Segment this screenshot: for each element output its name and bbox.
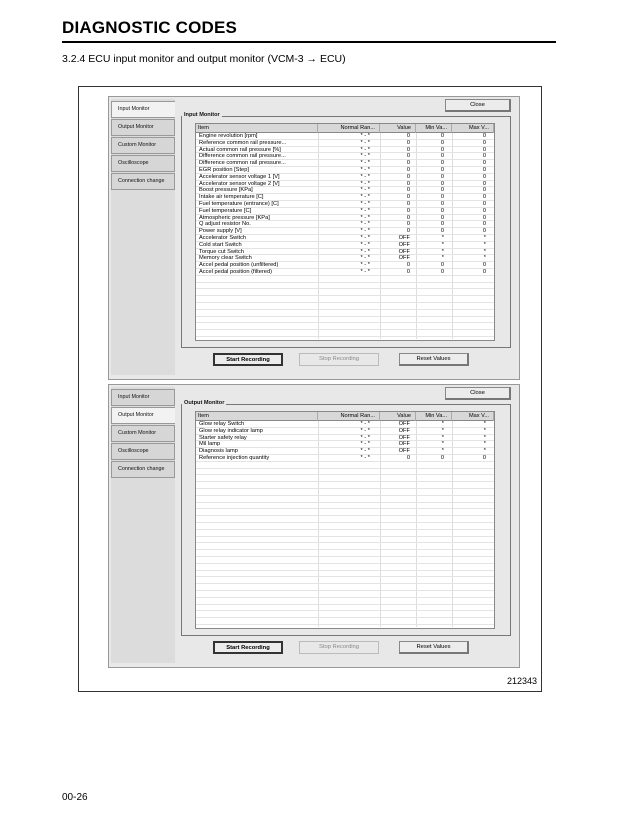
table-row[interactable] bbox=[196, 428, 494, 435]
sidebar-tab-input-monitor[interactable]: Input Monitor bbox=[111, 101, 175, 118]
max-value-cell: 0 bbox=[482, 455, 486, 461]
table-row[interactable] bbox=[196, 469, 494, 476]
table-row[interactable] bbox=[196, 537, 494, 544]
table-header-row bbox=[196, 124, 494, 133]
reset-values-button[interactable]: Reset Values bbox=[399, 641, 469, 654]
normal-range-cell: * - * bbox=[360, 441, 370, 448]
normal-range-cell: * - * bbox=[360, 269, 370, 275]
table-row[interactable] bbox=[196, 503, 494, 510]
value-cell: 0 bbox=[406, 194, 410, 201]
max-value-cell: 0 bbox=[482, 269, 486, 275]
value-cell: OFF bbox=[398, 427, 410, 434]
max-value-cell: 0 bbox=[482, 153, 486, 160]
min-value-cell: 0 bbox=[440, 180, 444, 187]
normal-range-cell: * - * bbox=[360, 228, 370, 235]
input-monitor-window bbox=[108, 96, 520, 380]
item-cell: Fuel temperature [C] bbox=[199, 207, 252, 214]
min-value-cell: 0 bbox=[440, 139, 444, 146]
output-monitor-window bbox=[108, 384, 520, 668]
value-cell: OFF bbox=[398, 248, 410, 255]
normal-range-cell: * - * bbox=[360, 207, 370, 214]
column-header-4[interactable]: Max V... bbox=[452, 124, 494, 133]
table-row[interactable] bbox=[196, 255, 494, 262]
min-value-cell: * bbox=[441, 235, 444, 241]
sidebar-tab-custom-monitor[interactable]: Custom Monitor bbox=[111, 137, 175, 154]
header-rule bbox=[62, 41, 556, 43]
normal-range-cell: * - * bbox=[360, 434, 370, 441]
value-cell: 0 bbox=[406, 269, 410, 275]
table-row[interactable] bbox=[196, 577, 494, 584]
sidebar-tab-input-monitor[interactable]: Input Monitor bbox=[111, 389, 175, 406]
table-row[interactable] bbox=[196, 516, 494, 523]
table-row[interactable] bbox=[196, 475, 494, 482]
normal-range-cell: * - * bbox=[360, 262, 370, 269]
sidebar-tab-oscilloscope[interactable]: Oscilloscope bbox=[111, 155, 175, 172]
max-value-cell: 0 bbox=[482, 167, 486, 173]
sidebar-tab-output-monitor[interactable]: Output Monitor bbox=[111, 119, 175, 136]
column-header-3[interactable]: Min Va... bbox=[416, 124, 452, 133]
sidebar-tab-output-monitor[interactable]: Output Monitor bbox=[111, 407, 175, 424]
column-header-1[interactable]: Normal Ran... bbox=[318, 412, 380, 421]
max-value-cell: * bbox=[483, 421, 486, 427]
min-value-cell: 0 bbox=[440, 228, 444, 235]
max-value-cell: 0 bbox=[482, 262, 486, 269]
value-cell: 0 bbox=[406, 455, 410, 461]
max-value-cell: 0 bbox=[482, 139, 486, 146]
sidebar-tab-oscilloscope[interactable]: Oscilloscope bbox=[111, 443, 175, 460]
min-value-cell: * bbox=[441, 448, 444, 455]
table-header-row bbox=[196, 412, 494, 421]
table-row[interactable] bbox=[196, 496, 494, 503]
table-row[interactable] bbox=[196, 435, 494, 442]
monitor-table[interactable] bbox=[195, 123, 495, 341]
table-row[interactable] bbox=[196, 489, 494, 496]
value-cell: OFF bbox=[398, 434, 410, 441]
normal-range-cell: * - * bbox=[360, 255, 370, 262]
value-cell: 0 bbox=[406, 228, 410, 235]
max-value-cell: * bbox=[483, 441, 486, 448]
table-row[interactable] bbox=[196, 160, 494, 167]
table-row[interactable] bbox=[196, 221, 494, 228]
normal-range-cell: * - * bbox=[360, 241, 370, 248]
min-value-cell: 0 bbox=[440, 153, 444, 160]
normal-range-cell: * - * bbox=[360, 180, 370, 187]
start-recording-button[interactable]: Start Recording bbox=[213, 353, 283, 366]
normal-range-cell: * - * bbox=[360, 160, 370, 167]
monitor-group-title: Input Monitor bbox=[184, 112, 220, 118]
table-row[interactable] bbox=[196, 530, 494, 537]
table-row[interactable] bbox=[196, 269, 494, 276]
table-row[interactable] bbox=[196, 283, 494, 290]
table-row[interactable] bbox=[196, 174, 494, 181]
normal-range-cell: * - * bbox=[360, 167, 370, 173]
min-value-cell: * bbox=[441, 241, 444, 248]
column-header-2[interactable]: Value bbox=[380, 124, 416, 133]
min-value-cell: 0 bbox=[440, 160, 444, 167]
min-value-cell: 0 bbox=[440, 455, 444, 461]
value-cell: 0 bbox=[406, 139, 410, 146]
max-value-cell: * bbox=[483, 434, 486, 441]
item-cell: Fuel temperature (entrance) [C] bbox=[199, 201, 279, 207]
item-cell: Accel pedal position (unfiltered) bbox=[199, 262, 279, 269]
table-row[interactable] bbox=[196, 441, 494, 448]
normal-range-cell: * - * bbox=[360, 201, 370, 207]
max-value-cell: 0 bbox=[482, 133, 486, 139]
monitor-table[interactable] bbox=[195, 411, 495, 629]
table-row[interactable] bbox=[196, 289, 494, 296]
max-value-cell: 0 bbox=[482, 180, 486, 187]
item-cell: Glow relay Switch bbox=[199, 421, 245, 427]
table-row[interactable] bbox=[196, 194, 494, 201]
normal-range-cell: * - * bbox=[360, 133, 370, 139]
normal-range-cell: * - * bbox=[360, 448, 370, 455]
value-cell: 0 bbox=[406, 187, 410, 194]
value-cell: 0 bbox=[406, 262, 410, 269]
item-cell: Reference injection quantity bbox=[199, 455, 270, 461]
max-value-cell: 0 bbox=[482, 221, 486, 228]
column-header-0[interactable]: Item bbox=[196, 124, 318, 133]
min-value-cell: 0 bbox=[440, 133, 444, 139]
min-value-cell: * bbox=[441, 441, 444, 448]
item-cell: Glow relay indicator lamp bbox=[199, 427, 263, 434]
table-row[interactable] bbox=[196, 147, 494, 154]
max-value-cell: 0 bbox=[482, 214, 486, 221]
min-value-cell: 0 bbox=[440, 194, 444, 201]
stop-recording-button[interactable]: Stop Recording bbox=[299, 353, 379, 366]
table-row[interactable] bbox=[196, 201, 494, 208]
column-header-4[interactable]: Max V... bbox=[452, 412, 494, 421]
sidebar-tab-custom-monitor[interactable]: Custom Monitor bbox=[111, 425, 175, 442]
value-cell: 0 bbox=[406, 201, 410, 207]
max-value-cell: 0 bbox=[482, 201, 486, 207]
item-cell: Cold start Switch bbox=[199, 241, 242, 248]
value-cell: 0 bbox=[406, 146, 410, 153]
sidebar bbox=[111, 387, 175, 663]
item-cell: Torque cut Switch bbox=[199, 248, 244, 255]
table-row[interactable] bbox=[196, 421, 494, 428]
value-cell: 0 bbox=[406, 180, 410, 187]
value-cell: OFF bbox=[398, 241, 410, 248]
max-value-cell: * bbox=[483, 235, 486, 241]
normal-range-cell: * - * bbox=[360, 173, 370, 180]
page-number: 00-26 bbox=[62, 792, 88, 803]
sidebar-tab-connection-change[interactable]: Connection change bbox=[111, 461, 175, 478]
normal-range-cell: * - * bbox=[360, 187, 370, 194]
table-row[interactable] bbox=[196, 564, 494, 571]
min-value-cell: 0 bbox=[440, 207, 444, 214]
table-row[interactable] bbox=[196, 598, 494, 605]
value-cell: 0 bbox=[406, 153, 410, 160]
max-value-cell: 0 bbox=[482, 187, 486, 194]
table-row[interactable] bbox=[196, 215, 494, 222]
item-cell: Accelerator sensor voltage 1 [V] bbox=[199, 173, 280, 180]
normal-range-cell: * - * bbox=[360, 146, 370, 153]
table-row[interactable] bbox=[196, 303, 494, 310]
table-row[interactable] bbox=[196, 557, 494, 564]
min-value-cell: 0 bbox=[440, 187, 444, 194]
table-row[interactable] bbox=[196, 543, 494, 550]
column-header-3[interactable]: Min Va... bbox=[416, 412, 452, 421]
item-cell: Accelerator sensor voltage 2 [V] bbox=[199, 180, 280, 187]
start-recording-button[interactable]: Start Recording bbox=[213, 641, 283, 654]
normal-range-cell: * - * bbox=[360, 455, 370, 461]
column-header-0[interactable]: Item bbox=[196, 412, 318, 421]
value-cell: OFF bbox=[398, 255, 410, 262]
value-cell: 0 bbox=[406, 167, 410, 173]
section-title: DIAGNOSTIC CODES bbox=[62, 18, 238, 37]
max-value-cell: * bbox=[483, 248, 486, 255]
max-value-cell: 0 bbox=[482, 160, 486, 167]
table-row[interactable] bbox=[196, 181, 494, 188]
normal-range-cell: * - * bbox=[360, 235, 370, 241]
close-button[interactable]: Close bbox=[445, 387, 511, 400]
min-value-cell: * bbox=[441, 427, 444, 434]
table-row[interactable] bbox=[196, 133, 494, 140]
table-row[interactable] bbox=[196, 523, 494, 530]
table-row[interactable] bbox=[196, 330, 494, 337]
table-row[interactable] bbox=[196, 509, 494, 516]
min-value-cell: 0 bbox=[440, 262, 444, 269]
normal-range-cell: * - * bbox=[360, 194, 370, 201]
table-row[interactable] bbox=[196, 448, 494, 455]
table-row[interactable] bbox=[196, 550, 494, 557]
table-row[interactable] bbox=[196, 296, 494, 303]
item-cell: Q adjust resistor No. bbox=[199, 221, 251, 228]
table-row[interactable] bbox=[196, 591, 494, 598]
item-cell: Diagnosis lamp bbox=[199, 448, 238, 455]
item-cell: Boost pressure [KPa] bbox=[199, 187, 253, 194]
table-row[interactable] bbox=[196, 323, 494, 330]
section-subtitle: 3.2.4 ECU input monitor and output monitor (VCM-3 → ECU) bbox=[62, 53, 346, 65]
value-cell: 0 bbox=[406, 133, 410, 139]
max-value-cell: * bbox=[483, 427, 486, 434]
value-cell: 0 bbox=[406, 173, 410, 180]
value-cell: 0 bbox=[406, 160, 410, 167]
item-cell: Actual common rail pressure [%] bbox=[199, 146, 281, 153]
figure-number: 212343 bbox=[507, 676, 538, 686]
item-cell: Atmospheric pressure [KPa] bbox=[199, 214, 270, 221]
item-cell: Power supply [V] bbox=[199, 228, 242, 235]
value-cell: 0 bbox=[406, 214, 410, 221]
table-row[interactable] bbox=[196, 242, 494, 249]
table-row[interactable] bbox=[196, 228, 494, 235]
min-value-cell: 0 bbox=[440, 269, 444, 275]
monitor-group-title: Output Monitor bbox=[184, 400, 225, 406]
table-row[interactable] bbox=[196, 317, 494, 324]
item-cell: Memory clear Switch bbox=[199, 255, 252, 262]
table-row[interactable] bbox=[196, 482, 494, 489]
max-value-cell: 0 bbox=[482, 207, 486, 214]
min-value-cell: * bbox=[441, 248, 444, 255]
value-cell: OFF bbox=[398, 448, 410, 455]
max-value-cell: 0 bbox=[482, 173, 486, 180]
table-row[interactable] bbox=[196, 310, 494, 317]
value-cell: OFF bbox=[398, 235, 410, 241]
item-cell: Engine revolution [rpm] bbox=[199, 133, 258, 139]
table-row[interactable] bbox=[196, 584, 494, 591]
table-row[interactable] bbox=[196, 571, 494, 578]
sidebar bbox=[111, 99, 175, 375]
min-value-cell: 0 bbox=[440, 167, 444, 173]
normal-range-cell: * - * bbox=[360, 248, 370, 255]
table-row[interactable] bbox=[196, 167, 494, 174]
max-value-cell: * bbox=[483, 448, 486, 455]
column-header-2[interactable]: Value bbox=[380, 412, 416, 421]
min-value-cell: 0 bbox=[440, 221, 444, 228]
normal-range-cell: * - * bbox=[360, 153, 370, 160]
sidebar-tab-connection-change[interactable]: Connection change bbox=[111, 173, 175, 190]
min-value-cell: * bbox=[441, 421, 444, 427]
table-row[interactable] bbox=[196, 153, 494, 160]
table-row[interactable] bbox=[196, 455, 494, 462]
item-cell: Difference common rail pressure... bbox=[199, 160, 286, 167]
value-cell: OFF bbox=[398, 441, 410, 448]
close-button[interactable]: Close bbox=[445, 99, 511, 112]
normal-range-cell: * - * bbox=[360, 427, 370, 434]
max-value-cell: * bbox=[483, 241, 486, 248]
table-row[interactable] bbox=[196, 262, 494, 269]
item-cell: Intake air temperature [C] bbox=[199, 194, 264, 201]
table-row[interactable] bbox=[196, 462, 494, 469]
table-row[interactable] bbox=[196, 249, 494, 256]
table-row[interactable] bbox=[196, 276, 494, 283]
min-value-cell: * bbox=[441, 434, 444, 441]
item-cell: Reference common rail pressure... bbox=[199, 139, 287, 146]
normal-range-cell: * - * bbox=[360, 139, 370, 146]
max-value-cell: 0 bbox=[482, 228, 486, 235]
table-row[interactable] bbox=[196, 235, 494, 242]
max-value-cell: * bbox=[483, 255, 486, 262]
value-cell: 0 bbox=[406, 221, 410, 228]
item-cell: EGR position [Step] bbox=[199, 167, 249, 173]
min-value-cell: 0 bbox=[440, 201, 444, 207]
min-value-cell: 0 bbox=[440, 146, 444, 153]
item-cell: Mil lamp bbox=[199, 441, 221, 448]
stop-recording-button[interactable]: Stop Recording bbox=[299, 641, 379, 654]
table-row[interactable] bbox=[196, 140, 494, 147]
max-value-cell: 0 bbox=[482, 194, 486, 201]
value-cell: 0 bbox=[406, 207, 410, 214]
item-cell: Starter safety relay bbox=[199, 434, 247, 441]
table-row[interactable] bbox=[196, 618, 494, 625]
table-row[interactable] bbox=[196, 605, 494, 612]
normal-range-cell: * - * bbox=[360, 421, 370, 427]
value-cell: OFF bbox=[398, 421, 410, 427]
normal-range-cell: * - * bbox=[360, 221, 370, 228]
min-value-cell: * bbox=[441, 255, 444, 262]
table-row[interactable] bbox=[196, 187, 494, 194]
item-cell: Difference common rail pressure... bbox=[199, 153, 286, 160]
item-cell: Accel pedal position (filtered) bbox=[199, 269, 273, 275]
column-header-1[interactable]: Normal Ran... bbox=[318, 124, 380, 133]
max-value-cell: 0 bbox=[482, 146, 486, 153]
table-row[interactable] bbox=[196, 208, 494, 215]
reset-values-button[interactable]: Reset Values bbox=[399, 353, 469, 366]
normal-range-cell: * - * bbox=[360, 214, 370, 221]
item-cell: Accelerator Switch bbox=[199, 235, 247, 241]
min-value-cell: 0 bbox=[440, 214, 444, 221]
table-row[interactable] bbox=[196, 611, 494, 618]
min-value-cell: 0 bbox=[440, 173, 444, 180]
